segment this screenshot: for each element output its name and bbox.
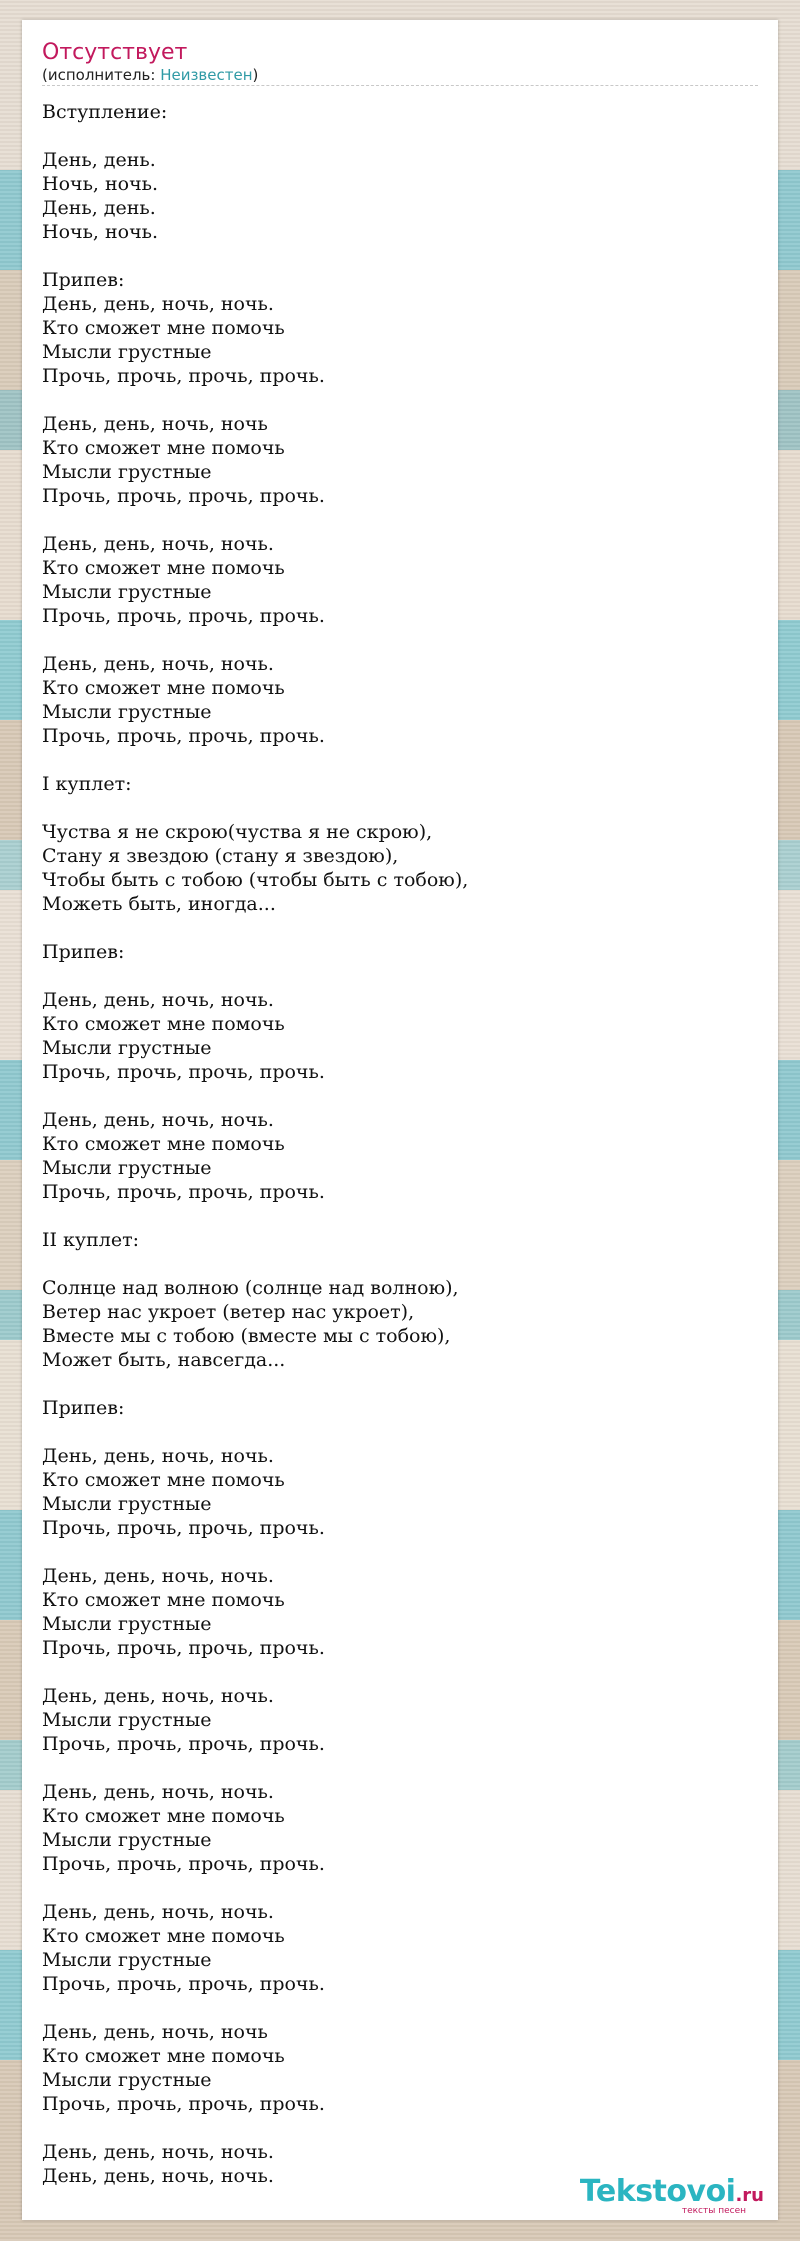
lyrics-blank-line xyxy=(42,1876,758,1900)
lyrics-line: Кто сможет мне помочь xyxy=(42,1805,285,1827)
lyrics-line: Мысли грустные xyxy=(42,1157,212,1179)
lyrics-blank-line xyxy=(42,1204,758,1228)
lyrics-line: День, день, ночь, ночь. xyxy=(42,653,274,675)
lyrics-line: Кто сможет мне помочь xyxy=(42,1469,285,1491)
lyrics-blank-line xyxy=(42,244,758,268)
lyrics-line: Вступление: xyxy=(42,101,168,123)
lyrics-line: День, день, ночь, ночь. xyxy=(42,533,274,555)
lyrics-line: Можеть быть, иногда... xyxy=(42,893,276,915)
lyrics-line: Мысли грустные xyxy=(42,1613,212,1635)
lyrics-line: Кто сможет мне помочь xyxy=(42,677,285,699)
lyrics-line: Стану я звездою (стану я звездою), xyxy=(42,845,399,867)
lyrics-line: Прочь, прочь, прочь, прочь. xyxy=(42,1061,325,1083)
lyrics-line: Ночь, ночь. xyxy=(42,221,159,243)
lyrics-line: Кто сможет мне помочь xyxy=(42,1133,285,1155)
lyrics-line: Прочь, прочь, прочь, прочь. xyxy=(42,1637,325,1659)
lyrics-line: Мысли грустные xyxy=(42,2069,212,2091)
lyrics-blank-line xyxy=(42,916,758,940)
lyrics-line: Прочь, прочь, прочь, прочь. xyxy=(42,365,325,387)
lyrics-line: II куплет: xyxy=(42,1229,139,1251)
lyrics-line: Кто сможет мне помочь xyxy=(42,1589,285,1611)
lyrics-line: Припев: xyxy=(42,269,125,291)
lyrics-blank-line xyxy=(42,964,758,988)
artist-prefix: (исполнитель: xyxy=(42,66,161,84)
lyrics-blank-line xyxy=(42,1996,758,2020)
lyrics-blank-line xyxy=(42,1756,758,1780)
lyrics-line: День, день. xyxy=(42,197,156,219)
lyrics-blank-line xyxy=(42,1252,758,1276)
lyrics-blank-line xyxy=(42,124,758,148)
lyrics-line: Припев: xyxy=(42,1397,125,1419)
lyrics-line: Мысли грустные xyxy=(42,581,212,603)
lyrics-line: День, день, ночь, ночь xyxy=(42,413,268,435)
lyrics-line: Солнце над волною (солнце над волною), xyxy=(42,1277,459,1299)
lyrics-text xyxy=(42,100,758,2188)
lyrics-line: Кто сможет мне помочь xyxy=(42,317,285,339)
lyrics-line: День, день, ночь, ночь. xyxy=(42,293,274,315)
lyrics-line: День, день, ночь, ночь. xyxy=(42,2141,274,2163)
lyrics-line: Кто сможет мне помочь xyxy=(42,437,285,459)
lyrics-blank-line xyxy=(42,388,758,412)
lyrics-line: Мысли грустные xyxy=(42,341,212,363)
lyrics-line: Ночь, ночь. xyxy=(42,173,159,195)
lyrics-card xyxy=(22,20,778,2220)
lyrics-line: День, день, ночь, ночь. xyxy=(42,1901,274,1923)
lyrics-line: Прочь, прочь, прочь, прочь. xyxy=(42,485,325,507)
lyrics-blank-line xyxy=(42,1420,758,1444)
lyrics-line: День, день, ночь, ночь. xyxy=(42,1781,274,1803)
lyrics-line: День, день, ночь, ночь. xyxy=(42,1109,274,1131)
lyrics-line: День, день, ночь, ночь. xyxy=(42,1445,274,1467)
lyrics-blank-line xyxy=(42,2116,758,2140)
song-title: Отсутствует xyxy=(42,40,188,65)
lyrics-line: Прочь, прочь, прочь, прочь. xyxy=(42,1181,325,1203)
lyrics-line: Прочь, прочь, прочь, прочь. xyxy=(42,1733,325,1755)
artist-link[interactable]: Неизвестен xyxy=(160,66,253,84)
lyrics-line: День, день, ночь, ночь. xyxy=(42,2165,274,2187)
lyrics-blank-line xyxy=(42,1660,758,1684)
lyrics-line: Прочь, прочь, прочь, прочь. xyxy=(42,1853,325,1875)
lyrics-line: Мысли грустные xyxy=(42,1493,212,1515)
song-header xyxy=(42,40,758,86)
lyrics-line: Припев: xyxy=(42,941,125,963)
lyrics-line: Прочь, прочь, прочь, прочь. xyxy=(42,725,325,747)
artist-suffix: ) xyxy=(252,66,259,84)
lyrics-line: Чуства я не скрою(чуства я не скрою), xyxy=(42,821,433,843)
lyrics-line: Мысли грустные xyxy=(42,1037,212,1059)
lyrics-blank-line xyxy=(42,508,758,532)
logo-wordmark: Tekstovoi xyxy=(579,2174,736,2209)
lyrics-blank-line xyxy=(42,1372,758,1396)
lyrics-line: Мысли грустные xyxy=(42,1709,212,1731)
lyrics-line: Мысли грустные xyxy=(42,701,212,723)
lyrics-blank-line xyxy=(42,1084,758,1108)
lyrics-line: День, день, ночь, ночь. xyxy=(42,989,274,1011)
lyrics-line: Мысли грустные xyxy=(42,1949,212,1971)
logo-domain-suffix: .ru xyxy=(735,2185,764,2206)
lyrics-line: Кто сможет мне помочь xyxy=(42,1013,285,1035)
lyrics-line: Кто сможет мне помочь xyxy=(42,2045,285,2067)
lyrics-line: Мысли грустные xyxy=(42,1829,212,1851)
lyrics-blank-line xyxy=(42,796,758,820)
lyrics-line: День, день, ночь, ночь xyxy=(42,2021,268,2043)
logo-tagline: тексты песен xyxy=(681,2206,746,2216)
artist-line xyxy=(42,66,758,84)
lyrics-blank-line xyxy=(42,628,758,652)
lyrics-blank-line xyxy=(42,1540,758,1564)
lyrics-line: Может быть, навсегда... xyxy=(42,1349,286,1371)
site-logo[interactable] xyxy=(580,2176,764,2216)
lyrics-blank-line xyxy=(42,748,758,772)
lyrics-line: Прочь, прочь, прочь, прочь. xyxy=(42,1517,325,1539)
lyrics-line: Мысли грустные xyxy=(42,461,212,483)
lyrics-line: День, день, ночь, ночь. xyxy=(42,1685,274,1707)
lyrics-line: Прочь, прочь, прочь, прочь. xyxy=(42,1973,325,1995)
lyrics-line: Прочь, прочь, прочь, прочь. xyxy=(42,605,325,627)
lyrics-line: День, день. xyxy=(42,149,156,171)
lyrics-line: Прочь, прочь, прочь, прочь. xyxy=(42,2093,325,2115)
lyrics-line: День, день, ночь, ночь. xyxy=(42,1565,274,1587)
lyrics-line: I куплет: xyxy=(42,773,132,795)
lyrics-line: Ветер нас укроет (ветер нас укроет), xyxy=(42,1301,415,1323)
lyrics-line: Кто сможет мне помочь xyxy=(42,557,285,579)
lyrics-line: Вместе мы с тобою (вместе мы с тобою), xyxy=(42,1325,451,1347)
lyrics-line: Чтобы быть с тобою (чтобы быть с тобою), xyxy=(42,869,469,891)
lyrics-line: Кто сможет мне помочь xyxy=(42,1925,285,1947)
